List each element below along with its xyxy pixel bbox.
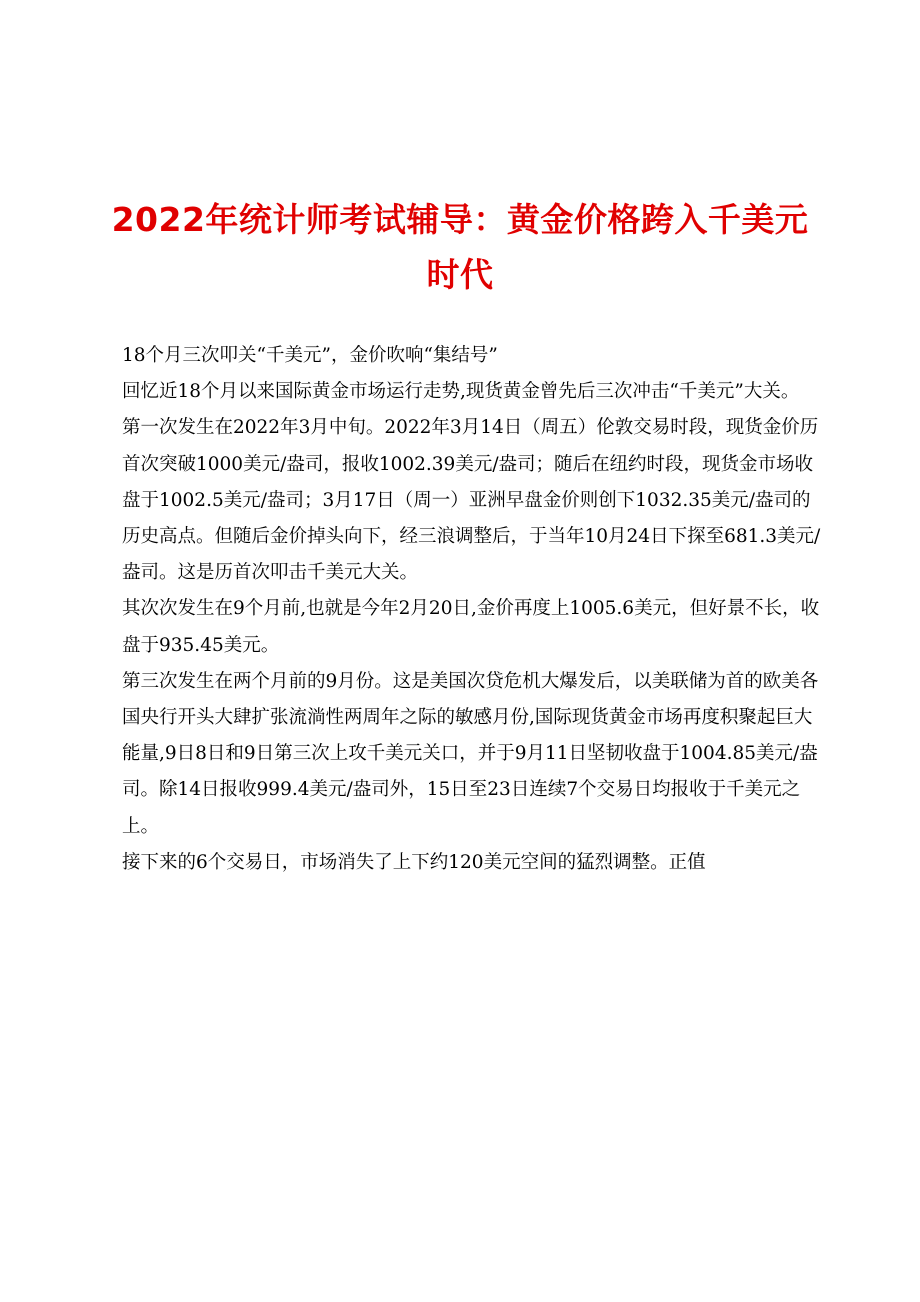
paragraph: 回忆近18个月以来国际黄金市场运行走势,现货黄金曾先后三次冲击“千美元”大关。 (122, 381, 800, 403)
document-body (122, 338, 822, 881)
paragraph: 接下来的6个交易日，市场消失了上下约120美元空间的猛烈调整。正值 (122, 851, 706, 873)
document-title: 2022年统计师考试辅导：黄金价格跨入千美元时代 (111, 200, 809, 294)
paragraph-subheading: 18个月三次叩关“千美元”，金价吹响“集结号” (122, 345, 498, 366)
paragraph: 第一次发生在2022年3月中旬。2022年3月14日（周五）伦敦交易时段，现货金价历首次突破1000美元/盎司，报收1002.39美元/盎司；随后在纽约时段，现货金市场收盘于1002.5美元/盎司；3月17日（周一）亚洲早盘金价则创下1032.35美元/盎司的历史高点。但随后金价掉头向下，经三浪调整后，于当年10月24日下探至681.3美元/盎司。这是历首次叩击千美元大关。 (122, 417, 821, 584)
paragraph: 其次次发生在9个月前,也就是今年2月20日,金价再度上1005.6美元，但好景不长，收盘于935.45美元。 (122, 598, 820, 656)
paragraph: 第三次发生在两个月前的9月份。这是美国次贷危机大爆发后，以美联储为首的欧美各国央行开头大肆扩张流淌性两周年之际的敏感月份,国际现货黄金市场再度积聚起巨大能量,9日8日和9日第三次上攻千美元关口，并于9月11日坚韧收盘于1004.85美元/盎司。除14日报收999.4美元/盎司外，15日至23日连续7个交易日均报收于千美元之上。 (122, 670, 819, 837)
